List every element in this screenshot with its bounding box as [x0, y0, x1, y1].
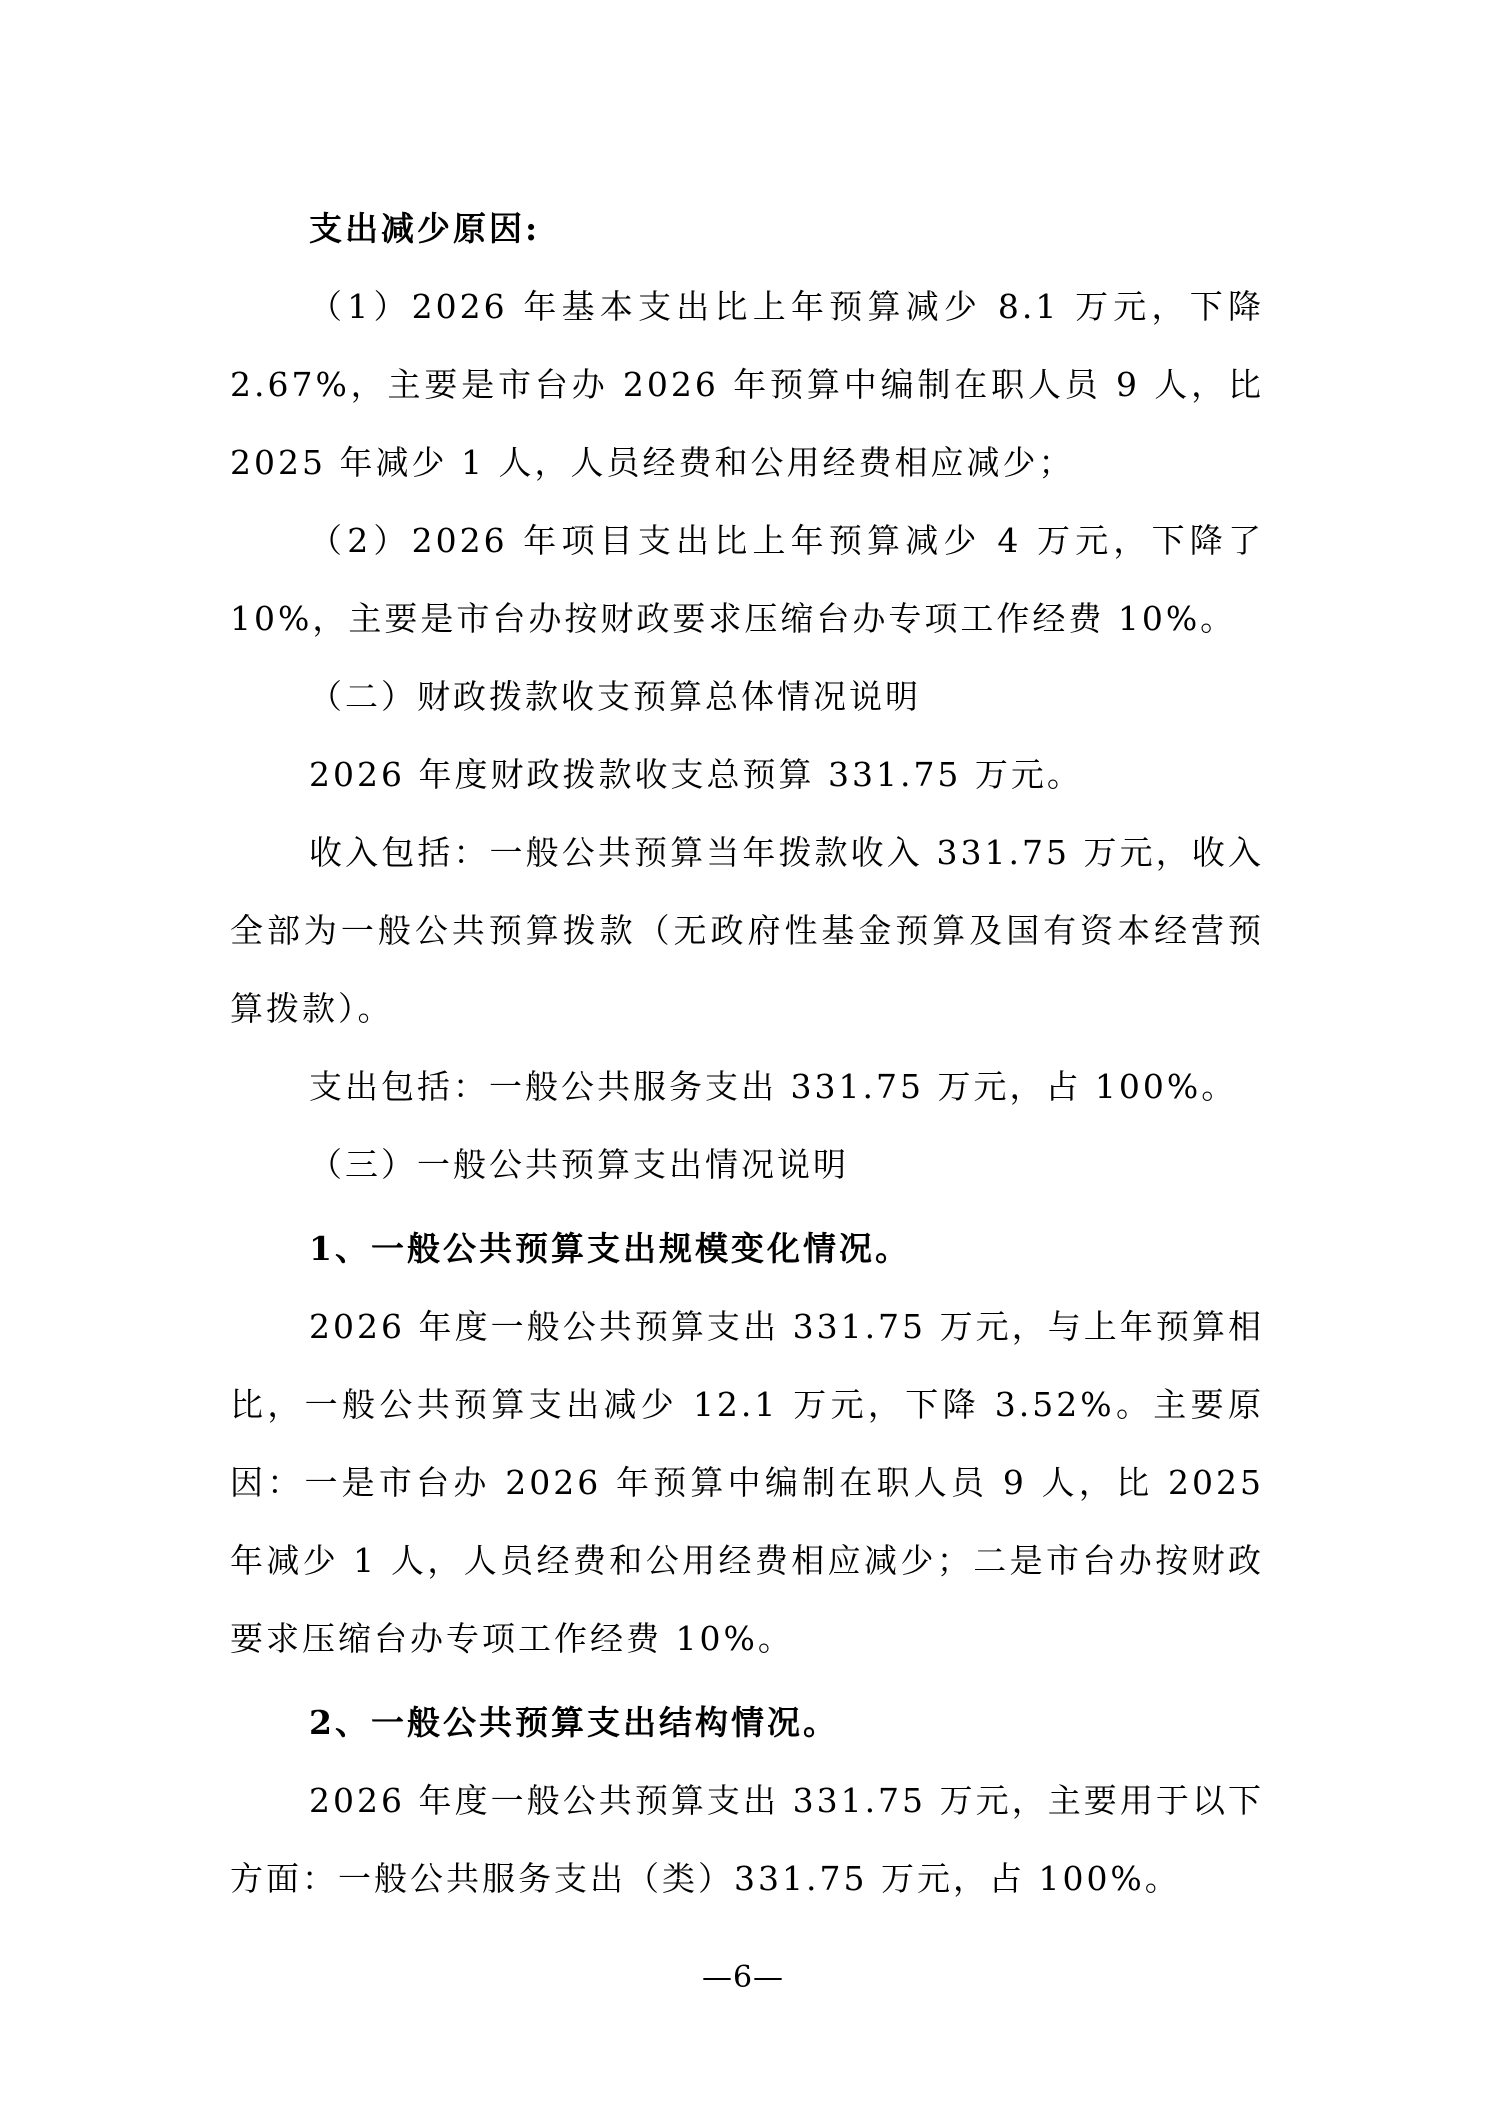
document-body — [230, 190, 1264, 1918]
subheading-structure: 2、一般公共预算支出结构情况。 — [309, 1703, 839, 1742]
paragraph-expenditure: 支出包括：一般公共服务支出 331.75 万元，占 100%。 — [309, 1067, 1238, 1106]
paragraph-project-expenditure: （2）2026 年项目支出比上年预算减少 4 万元，下降了 10%，主要是市台办按财政要求压缩台办专项工作经费 10%。 — [230, 521, 1264, 638]
section-heading-fiscal-appropriation: （二）财政拨款收支预算总体情况说明 — [309, 677, 921, 716]
paragraph-scale-change: 2026 年度一般公共预算支出 331.75 万元，与上年预算相比，一般公共预算支出减少 12.1 万元，下降 3.52%。主要原因：一是市台办 2026 年预算中编制在职人员 9 人，比 2025 年减少 1 人，人员经费和公用经费相应减少；二是市台办按财政要求压缩台办专项工作经费 10%。 — [230, 1307, 1264, 1658]
paragraph-basic-expenditure: （1）2026 年基本支出比上年预算减少 8.1 万元，下降 2.67%，主要是市台办 2026 年预算中编制在职人员 9 人，比 2025 年减少 1 人，人员经费和公用经费相应减少； — [230, 287, 1264, 482]
paragraph-total-budget: 2026 年度财政拨款收支总预算 331.75 万元。 — [309, 755, 1083, 794]
heading-expense-decrease-reasons: 支出减少原因: — [309, 209, 541, 248]
section-heading-general-budget: （三）一般公共预算支出情况说明 — [309, 1145, 849, 1184]
page-number: —6— — [701, 1960, 785, 1995]
paragraph-income: 收入包括：一般公共预算当年拨款收入 331.75 万元，收入全部为一般公共预算拨款（无政府性基金预算及国有资本经营预算拨款）。 — [230, 833, 1264, 1028]
paragraph-structure: 2026 年度一般公共预算支出 331.75 万元，主要用于以下方面：一般公共服务支出（类）331.75 万元，占 100%。 — [230, 1781, 1264, 1898]
subheading-scale-change: 1、一般公共预算支出规模变化情况。 — [309, 1229, 911, 1268]
